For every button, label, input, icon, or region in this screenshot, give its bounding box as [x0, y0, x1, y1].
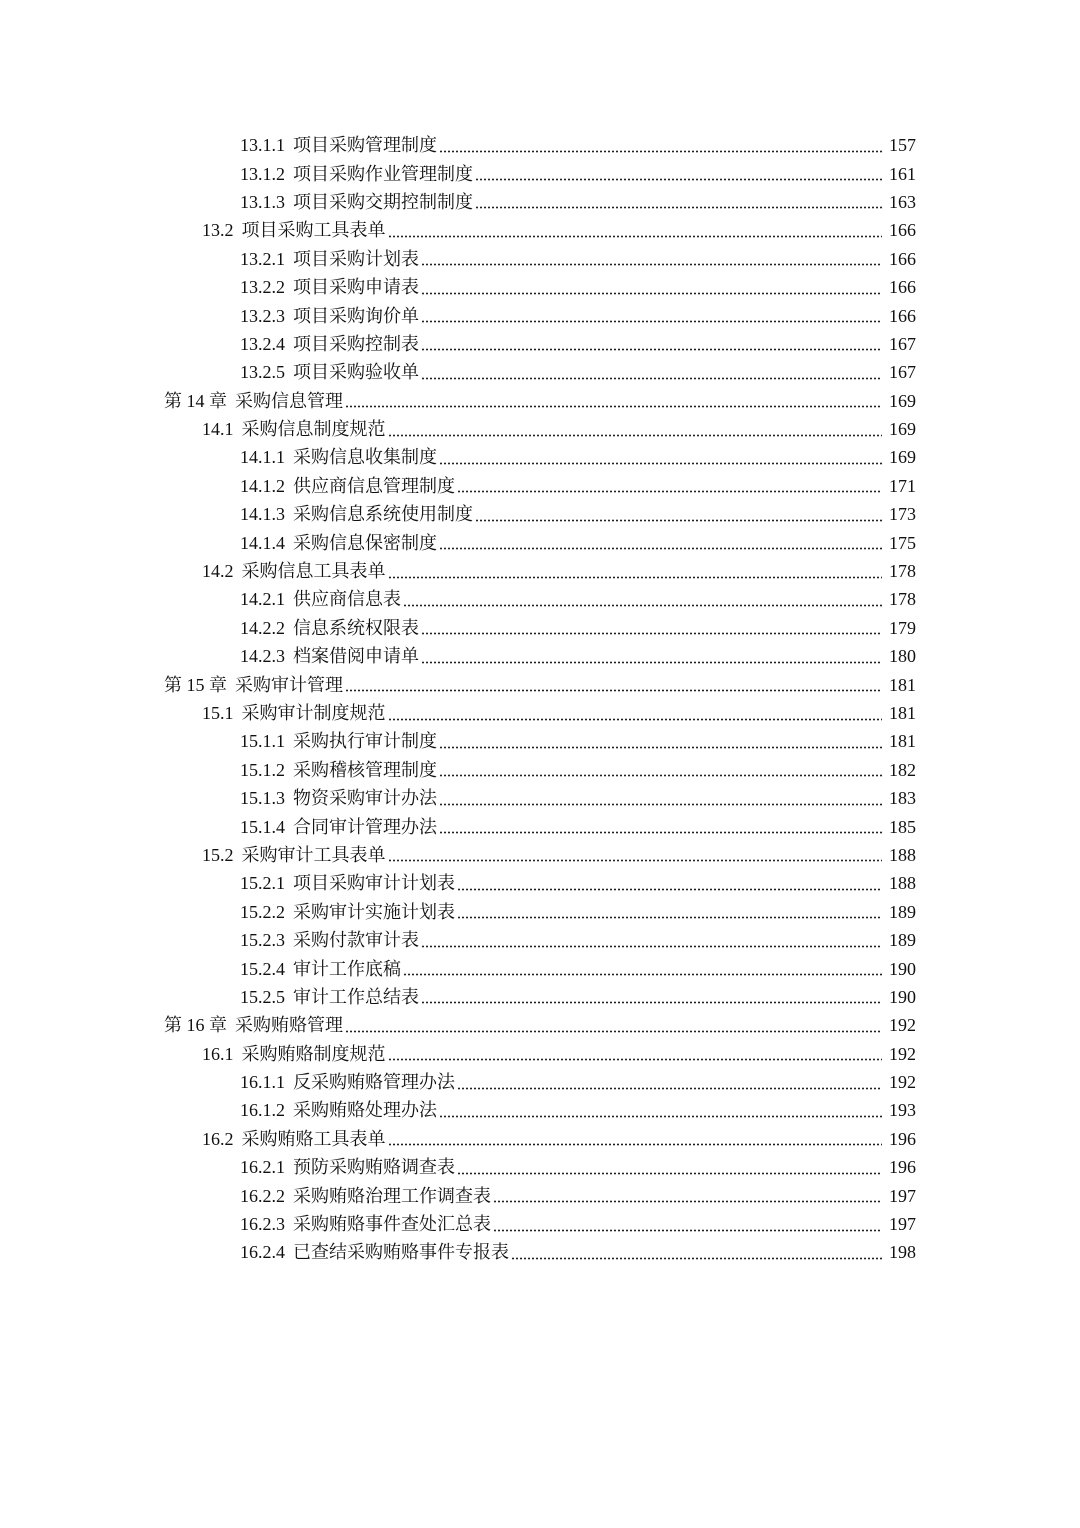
- toc-entry-number: 14.2.3: [240, 646, 285, 667]
- toc-entry-page-number: 166: [889, 277, 916, 298]
- toc-entry-number: 第 16 章: [164, 1015, 227, 1036]
- toc-entry-label: [164, 671, 343, 699]
- toc-dot-leader: [403, 973, 882, 976]
- toc-entry-page-number: 175: [889, 532, 916, 553]
- toc-entry[interactable]: [0, 1153, 1080, 1181]
- toc-entry-page-number: 178: [889, 589, 916, 610]
- toc-entry-number: 15.2: [202, 844, 234, 865]
- toc-entry[interactable]: [0, 1068, 1080, 1096]
- toc-entry-page-number: 192: [889, 1043, 916, 1064]
- toc-dot-leader: [493, 1229, 882, 1232]
- toc-entry-label: [240, 529, 437, 557]
- toc-entry-page-number: 181: [889, 731, 916, 752]
- toc-entry-label: [240, 813, 437, 841]
- toc-dot-leader: [511, 1257, 882, 1260]
- toc-entry-number: 15.1.4: [240, 816, 285, 837]
- toc-entry-page-number: 193: [889, 1100, 916, 1121]
- toc-entry[interactable]: [0, 528, 1080, 556]
- toc-dot-leader: [421, 263, 882, 266]
- toc-entry-label: [240, 1096, 437, 1124]
- toc-entry[interactable]: [0, 472, 1080, 500]
- toc-entry-number: 15.2.3: [240, 930, 285, 951]
- toc-entry-title: 反采购贿赂管理办法: [293, 1072, 455, 1093]
- toc-entry-number: 15.2.2: [240, 901, 285, 922]
- toc-entry-title: 采购审计实施计划表: [293, 901, 455, 922]
- toc-dot-leader: [421, 661, 882, 664]
- toc-entry-page-number: 181: [889, 703, 916, 723]
- toc-entry-number: 16.1.1: [240, 1072, 285, 1093]
- toc-entry[interactable]: [0, 1238, 1080, 1266]
- toc-entry[interactable]: [0, 727, 1080, 755]
- toc-entry-number: 15.1: [202, 703, 234, 723]
- toc-entry-label: [240, 869, 455, 897]
- toc-entry[interactable]: [0, 869, 1080, 897]
- toc-entry-title: 项目采购验收单: [293, 362, 419, 383]
- toc-entry-number: 14.1.1: [240, 447, 285, 468]
- toc-entry[interactable]: [0, 188, 1080, 216]
- toc-entry-page-number: 185: [889, 816, 916, 837]
- toc-entry-title: 项目采购作业管理制度: [293, 163, 473, 184]
- toc-entry-number: 13.2.4: [240, 333, 285, 354]
- toc-entry-number: 14.1: [202, 419, 234, 440]
- toc-entry-page-number: 167: [889, 362, 916, 383]
- toc-entry-page-number: 189: [889, 901, 916, 922]
- toc-entry[interactable]: [0, 784, 1080, 812]
- toc-dot-leader: [388, 434, 883, 437]
- toc-entry-title: 采购贿赂治理工作调查表: [293, 1185, 491, 1206]
- toc-entry-number: 第 14 章: [164, 390, 227, 411]
- toc-entry-label: [240, 727, 437, 755]
- toc-entry-label: [240, 983, 419, 1011]
- toc-entry-number: 16.1.2: [240, 1100, 285, 1121]
- toc-entry-title: 合同审计管理办法: [293, 816, 437, 837]
- toc-entry-title: 采购审计制度规范: [241, 703, 386, 723]
- toc-entry-page-number: 169: [889, 419, 916, 440]
- toc-entry[interactable]: [0, 756, 1080, 784]
- toc-dot-leader: [403, 604, 882, 607]
- toc-entry[interactable]: [0, 983, 1080, 1011]
- toc-entry-title: 采购稽核管理制度: [293, 759, 437, 780]
- toc-entry-label: [240, 926, 419, 954]
- toc-entry[interactable]: [0, 273, 1080, 301]
- toc-entry-page-number: 190: [889, 958, 916, 979]
- toc-entry-page-number: 166: [889, 220, 916, 241]
- toc-dot-leader: [439, 547, 882, 550]
- toc-dot-leader: [421, 292, 882, 295]
- toc-dot-leader: [345, 1030, 882, 1033]
- toc-entry[interactable]: [0, 500, 1080, 528]
- toc-dot-leader: [475, 206, 882, 209]
- toc-entry[interactable]: [0, 1181, 1080, 1209]
- toc-entry[interactable]: [0, 898, 1080, 926]
- toc-entry-page-number: 166: [889, 248, 916, 269]
- toc-entry-title: 项目采购审计计划表: [293, 873, 455, 894]
- toc-entry-label: [164, 387, 343, 415]
- toc-entry[interactable]: [0, 1096, 1080, 1124]
- toc-entry-number: 第 15 章: [164, 674, 227, 695]
- toc-entry-label: [202, 557, 386, 585]
- toc-entry-label: [240, 898, 455, 926]
- toc-entry-number: 13.2.5: [240, 362, 285, 383]
- toc-entry-label: [240, 1210, 491, 1238]
- toc-entry-number: 14.2.1: [240, 589, 285, 610]
- toc-entry[interactable]: [0, 245, 1080, 273]
- toc-entry-page-number: 190: [889, 986, 916, 1007]
- toc-entry[interactable]: [0, 1040, 1080, 1068]
- toc-entry-title: 档案借阅申请单: [293, 646, 419, 667]
- toc-entry-label: [240, 1068, 455, 1096]
- toc-entry-label: [202, 699, 386, 727]
- toc-entry-page-number: 188: [889, 873, 916, 894]
- toc-dot-leader: [457, 888, 882, 891]
- toc-entry[interactable]: [0, 216, 1080, 244]
- toc-entry-label: [202, 1125, 386, 1153]
- toc-entry-title: 项目采购计划表: [293, 248, 419, 269]
- toc-entry-label: [240, 188, 473, 216]
- toc-entry-number: 16.2: [202, 1128, 234, 1149]
- toc-entry-label: [240, 955, 401, 983]
- toc-entry-page-number: 179: [889, 617, 916, 638]
- toc-entry-title: 采购付款审计表: [293, 930, 419, 951]
- toc-dot-leader: [457, 1172, 882, 1175]
- toc-entry-page-number: 192: [889, 1072, 916, 1093]
- toc-entry[interactable]: [0, 330, 1080, 358]
- toc-dot-leader: [457, 916, 882, 919]
- toc-entry-page-number: 157: [889, 135, 916, 156]
- toc-entry-number: 13.1.3: [240, 191, 285, 212]
- toc-entry-title: 供应商信息管理制度: [293, 475, 455, 496]
- toc-entry-number: 13.2.2: [240, 277, 285, 298]
- toc-entry-label: [240, 642, 419, 670]
- toc-entry-page-number: 189: [889, 930, 916, 951]
- toc-dot-leader: [421, 320, 882, 323]
- toc-entry-label: [240, 273, 419, 301]
- toc-entry-page-number: 182: [889, 759, 916, 780]
- toc-entry-number: 13.2.1: [240, 248, 285, 269]
- toc-entry-number: 15.1.3: [240, 788, 285, 809]
- toc-entry-label: [202, 841, 386, 869]
- toc-entry-title: 采购审计工具表单: [241, 844, 386, 865]
- toc-entry-label: [240, 443, 437, 471]
- toc-entry-number: 15.1.1: [240, 731, 285, 752]
- toc-dot-leader: [439, 1115, 882, 1118]
- toc-entry[interactable]: [0, 443, 1080, 471]
- toc-entry-title: 审计工作总结表: [293, 986, 419, 1007]
- toc-entry-label: [240, 160, 473, 188]
- toc-entry-label: [240, 614, 419, 642]
- toc-entry-number: 15.1.2: [240, 759, 285, 780]
- toc-entry[interactable]: [0, 812, 1080, 840]
- toc-entry-number: 16.2.3: [240, 1214, 285, 1235]
- toc-entry-page-number: 188: [889, 844, 916, 865]
- toc-entry-title: 采购信息管理: [235, 390, 343, 411]
- toc-entry-page-number: 183: [889, 788, 916, 809]
- toc-entry-label: [240, 131, 437, 159]
- toc-entry-page-number: 169: [889, 447, 916, 468]
- toc-entry-title: 采购贿赂事件查处汇总表: [293, 1214, 491, 1235]
- toc-entry-number: 13.1.1: [240, 135, 285, 156]
- toc-entry[interactable]: [0, 642, 1080, 670]
- toc-dot-leader: [421, 632, 882, 635]
- toc-dot-leader: [475, 519, 882, 522]
- toc-entry-page-number: 166: [889, 305, 916, 326]
- toc-entry-page-number: 192: [889, 1015, 916, 1036]
- toc-entry-label: [240, 302, 419, 330]
- toc-entry-number: 16.2.4: [240, 1242, 285, 1263]
- toc-entry[interactable]: [0, 614, 1080, 642]
- toc-entry-title: 审计工作底稿: [293, 958, 401, 979]
- toc-entry-title: 项目采购申请表: [293, 277, 419, 298]
- toc-entry-label: [240, 358, 419, 386]
- toc-entry[interactable]: [0, 1125, 1080, 1153]
- toc-dot-leader: [345, 689, 882, 692]
- toc-dot-leader: [388, 1058, 883, 1061]
- toc-dot-leader: [345, 405, 882, 408]
- toc-entry-number: 14.2: [202, 561, 234, 582]
- toc-entry-label: [240, 1238, 509, 1266]
- toc-entry-title: 采购信息系统使用制度: [293, 504, 473, 525]
- toc-entry-title: 采购贿赂工具表单: [241, 1128, 386, 1149]
- toc-entry-page-number: 171: [889, 475, 916, 496]
- toc-entry[interactable]: [0, 415, 1080, 443]
- toc-dot-leader: [439, 803, 882, 806]
- toc-dot-leader: [421, 945, 882, 948]
- toc-dot-leader: [421, 348, 882, 351]
- toc-entry-page-number: 180: [889, 646, 916, 667]
- toc-entry[interactable]: [0, 1210, 1080, 1238]
- toc-entry-page-number: 197: [889, 1185, 916, 1206]
- toc-entry-title: 项目采购管理制度: [293, 135, 437, 156]
- toc-entry[interactable]: [0, 954, 1080, 982]
- toc-entry-label: [164, 1011, 343, 1039]
- toc-entry-title: 项目采购工具表单: [241, 220, 386, 241]
- toc-entry-title: 物资采购审计办法: [293, 788, 437, 809]
- toc-entry-title: 采购执行审计制度: [293, 731, 437, 752]
- toc-entry-label: [240, 585, 401, 613]
- toc-entry-label: [240, 1182, 491, 1210]
- toc-entry-page-number: 167: [889, 333, 916, 354]
- toc-entry-label: [240, 330, 419, 358]
- toc-entry-number: 16.2.1: [240, 1157, 285, 1178]
- toc-entry-title: 采购信息制度规范: [241, 419, 386, 440]
- toc-entry[interactable]: [0, 131, 1080, 159]
- toc-entry[interactable]: [0, 699, 1080, 727]
- toc-entry-page-number: 196: [889, 1157, 916, 1178]
- toc-dot-leader: [388, 859, 883, 862]
- table-of-contents: [0, 131, 1080, 1267]
- toc-entry-title: 项目采购控制表: [293, 333, 419, 354]
- toc-dot-leader: [388, 576, 883, 579]
- toc-entry-number: 13.1.2: [240, 163, 285, 184]
- toc-entry-label: [240, 756, 437, 784]
- toc-entry-label: [240, 1153, 455, 1181]
- toc-entry-number: 14.1.2: [240, 475, 285, 496]
- toc-dot-leader: [457, 1087, 882, 1090]
- toc-entry-label: [240, 472, 455, 500]
- toc-entry-number: 13.2.3: [240, 305, 285, 326]
- toc-entry-number: 13.2: [202, 220, 234, 241]
- toc-dot-leader: [457, 490, 882, 493]
- toc-entry-label: [202, 415, 386, 443]
- toc-entry-label: [240, 784, 437, 812]
- toc-entry-title: 预防采购贿赂调查表: [293, 1157, 455, 1178]
- toc-entry-title: 采购信息工具表单: [241, 561, 386, 582]
- toc-entry-page-number: 161: [889, 163, 916, 184]
- toc-entry[interactable]: [0, 926, 1080, 954]
- toc-dot-leader: [439, 831, 882, 834]
- toc-entry[interactable]: [0, 358, 1080, 386]
- toc-entry-title: 项目采购交期控制制度: [293, 191, 473, 212]
- toc-dot-leader: [439, 462, 882, 465]
- toc-entry-title: 采购信息保密制度: [293, 532, 437, 553]
- toc-entry-number: 15.2.5: [240, 986, 285, 1007]
- toc-entry-page-number: 163: [889, 191, 916, 212]
- toc-entry[interactable]: [0, 159, 1080, 187]
- toc-dot-leader: [475, 178, 882, 181]
- toc-dot-leader: [439, 774, 882, 777]
- toc-entry-number: 16.2.2: [240, 1185, 285, 1206]
- toc-dot-leader: [439, 150, 882, 153]
- toc-entry-number: 16.1: [202, 1043, 234, 1064]
- toc-entry-title: 已查结采购贿赂事件专报表: [293, 1242, 509, 1263]
- toc-dot-leader: [388, 1143, 883, 1146]
- toc-entry[interactable]: [0, 841, 1080, 869]
- toc-dot-leader: [439, 746, 882, 749]
- toc-dot-leader: [388, 235, 883, 238]
- toc-entry-number: 14.2.2: [240, 617, 285, 638]
- toc-entry[interactable]: [0, 301, 1080, 329]
- toc-entry[interactable]: [0, 585, 1080, 613]
- toc-entry-title: 供应商信息表: [293, 589, 401, 610]
- toc-entry-number: 14.1.4: [240, 532, 285, 553]
- toc-entry-title: 信息系统权限表: [293, 617, 419, 638]
- toc-dot-leader: [421, 377, 882, 380]
- toc-entry-page-number: 169: [889, 390, 916, 411]
- toc-entry-page-number: 197: [889, 1214, 916, 1235]
- toc-entry-title: 采购信息收集制度: [293, 447, 437, 468]
- toc-entry-label: [202, 216, 386, 244]
- toc-entry-number: 15.2.4: [240, 958, 285, 979]
- toc-entry-page-number: 181: [889, 674, 916, 695]
- toc-entry-number: 14.1.3: [240, 504, 285, 525]
- toc-entry-page-number: 196: [889, 1128, 916, 1149]
- toc-entry-title: 采购贿赂处理办法: [293, 1100, 437, 1121]
- toc-dot-leader: [388, 718, 883, 721]
- toc-entry-page-number: 198: [889, 1242, 916, 1263]
- toc-entry-label: [240, 500, 473, 528]
- toc-entry-label: [240, 245, 419, 273]
- toc-entry-page-number: 173: [889, 504, 916, 525]
- toc-entry-label: [202, 1040, 386, 1068]
- toc-entry[interactable]: [0, 670, 1080, 698]
- toc-entry-title: 采购审计管理: [235, 674, 343, 695]
- toc-entry[interactable]: [0, 1011, 1080, 1039]
- toc-entry-title: 采购贿赂管理: [235, 1015, 343, 1036]
- toc-entry-title: 采购贿赂制度规范: [241, 1043, 386, 1064]
- toc-dot-leader: [493, 1200, 882, 1203]
- toc-entry[interactable]: [0, 557, 1080, 585]
- toc-entry-number: 15.2.1: [240, 873, 285, 894]
- toc-dot-leader: [421, 1001, 882, 1004]
- toc-entry-title: 项目采购询价单: [293, 305, 419, 326]
- toc-entry[interactable]: [0, 387, 1080, 415]
- toc-entry-page-number: 178: [889, 561, 916, 582]
